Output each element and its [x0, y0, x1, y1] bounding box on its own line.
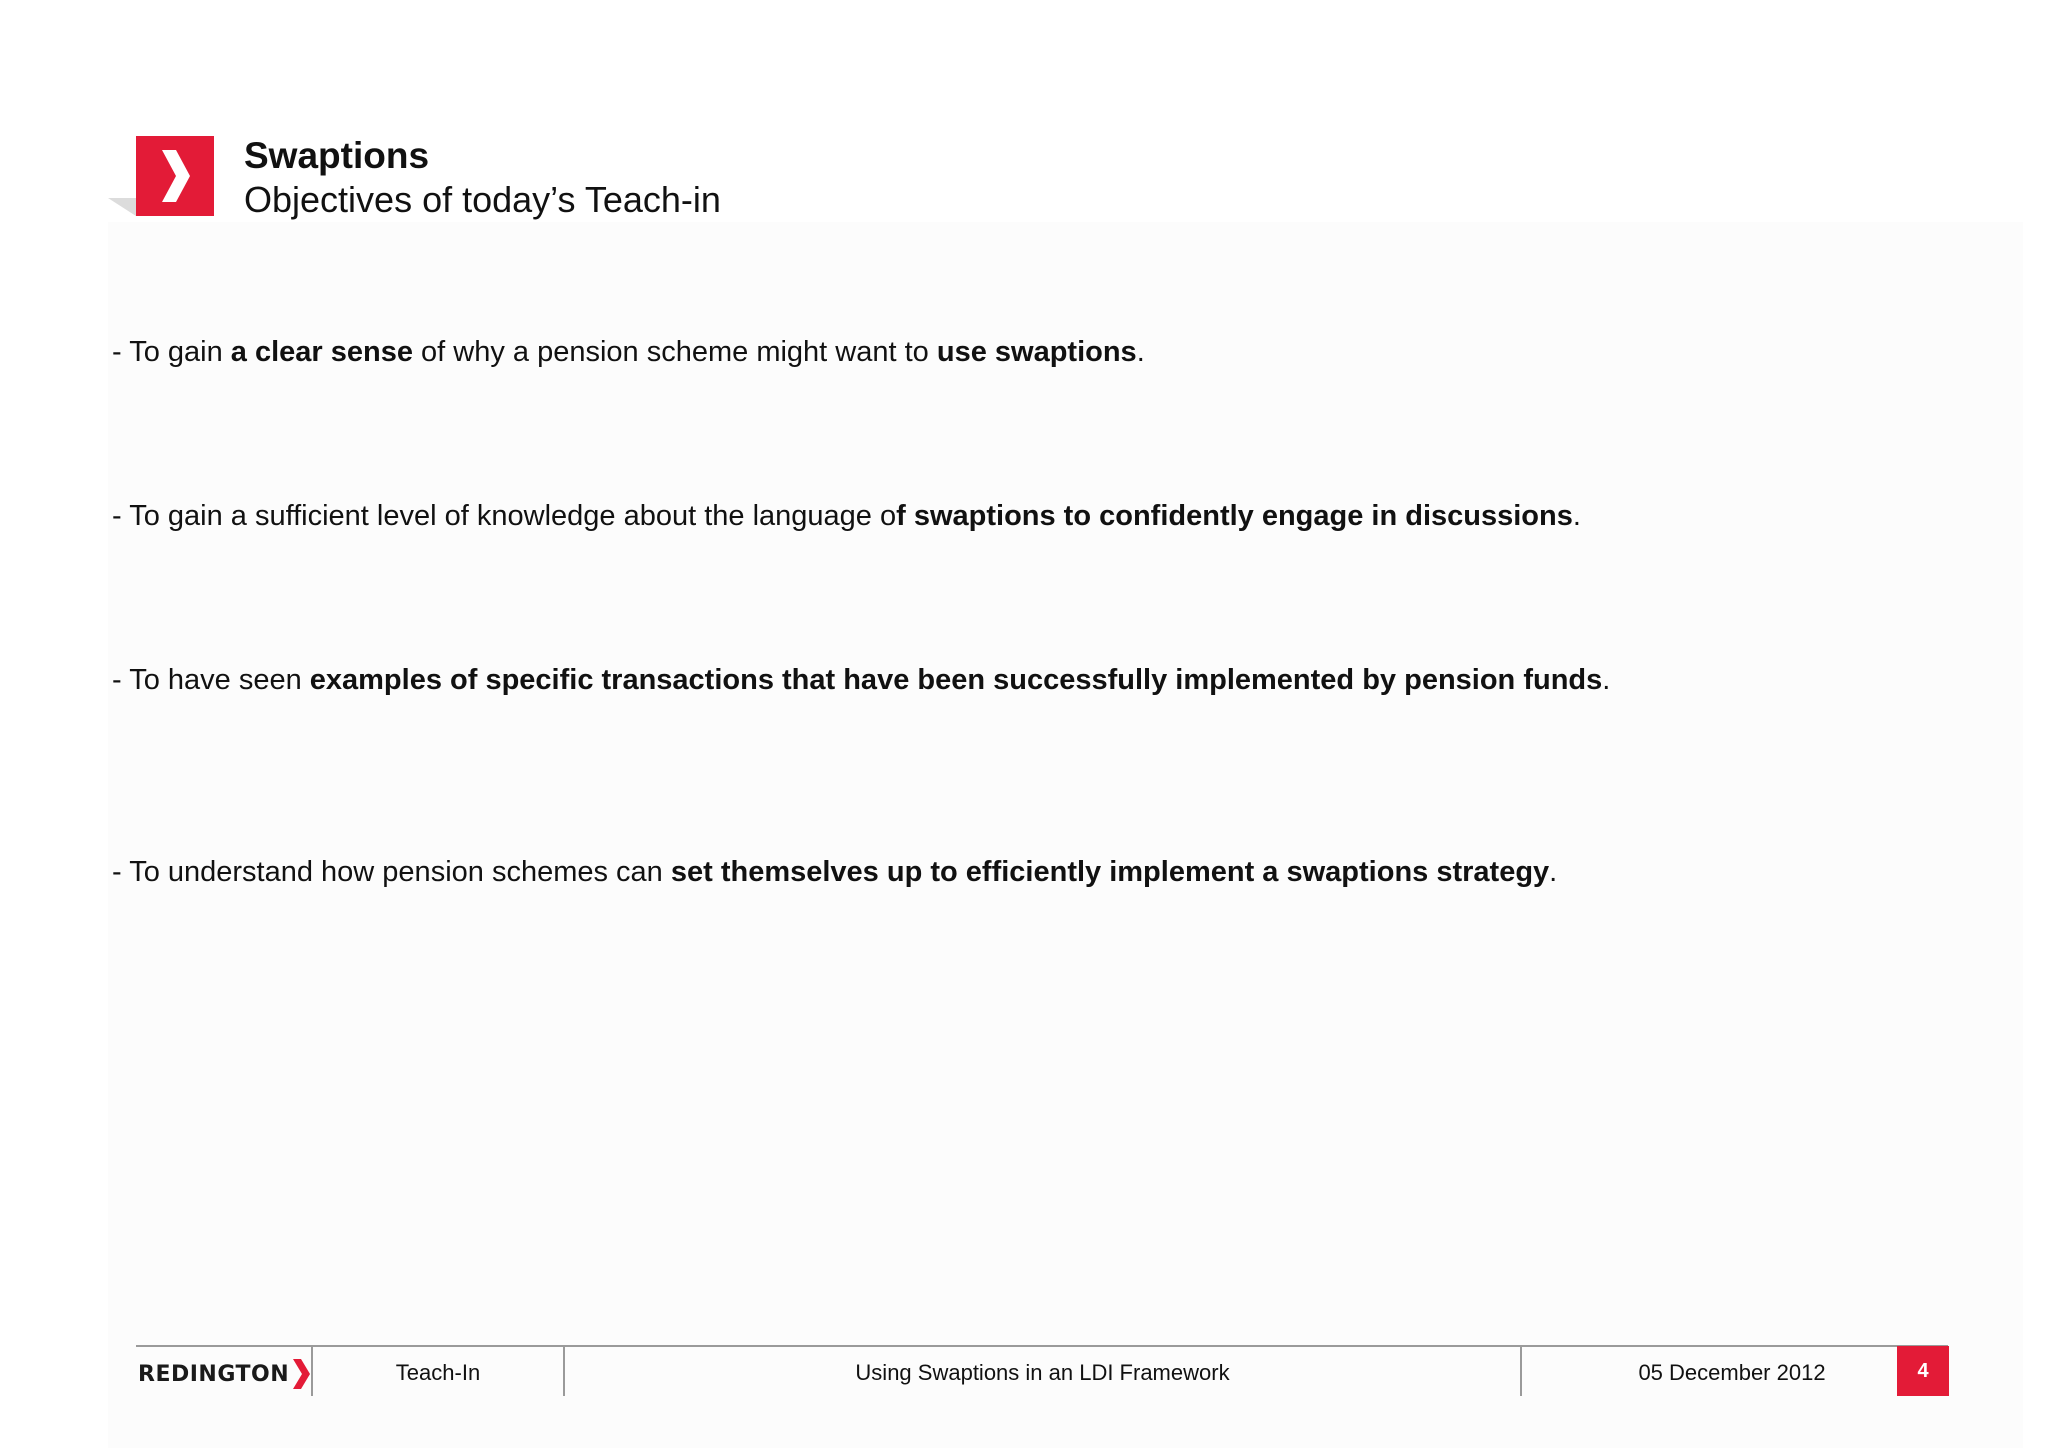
objective-text: - To gain [112, 336, 231, 368]
page-number-badge: 4 [1897, 1346, 1949, 1396]
objective-emphasis: examples of specific transactions that have been successfully implemented by pension funds [309, 664, 1603, 696]
objective-text: - To gain a sufficient level of knowledge about the language o [112, 500, 897, 532]
objective-text: of why a pension scheme might want to [412, 336, 937, 368]
footer-brand-logo [138, 1354, 311, 1394]
objective-item [112, 334, 1145, 370]
objective-text: . [1602, 664, 1611, 696]
objective-text: . [1136, 336, 1145, 368]
slide-title: Swaptions [244, 135, 430, 176]
objective-emphasis: set themselves up to efficiently implement a swaptions strategy [670, 856, 1550, 888]
chevron-right-icon [291, 1357, 311, 1391]
objective-text: . [1549, 856, 1558, 888]
footer-date: 05 December 2012 [1638, 1360, 1826, 1385]
footer-presentation-title: Using Swaptions in an LDI Framework [855, 1360, 1230, 1385]
objective-emphasis: a clear sense [230, 336, 413, 368]
objective-item [112, 498, 1581, 534]
footer-divider [136, 1345, 1948, 1347]
objective-emphasis: use swaptions [936, 336, 1137, 368]
content-panel [108, 222, 2023, 1448]
objective-text: - To have seen [112, 664, 310, 696]
chevron-right-icon [136, 136, 214, 216]
brand-name: REDINGTON [138, 1361, 290, 1387]
slide-subtitle: Objectives of today’s Teach-in [244, 179, 721, 220]
objective-text: - To understand how pension schemes can [112, 856, 671, 888]
objective-item [112, 854, 1557, 890]
objective-emphasis: f swaptions to confidently engage in discussions [896, 500, 1573, 532]
footer-section: Teach-In [395, 1360, 481, 1385]
objective-text: . [1572, 500, 1581, 532]
logo-shadow [108, 198, 136, 216]
objective-item [112, 662, 1610, 698]
